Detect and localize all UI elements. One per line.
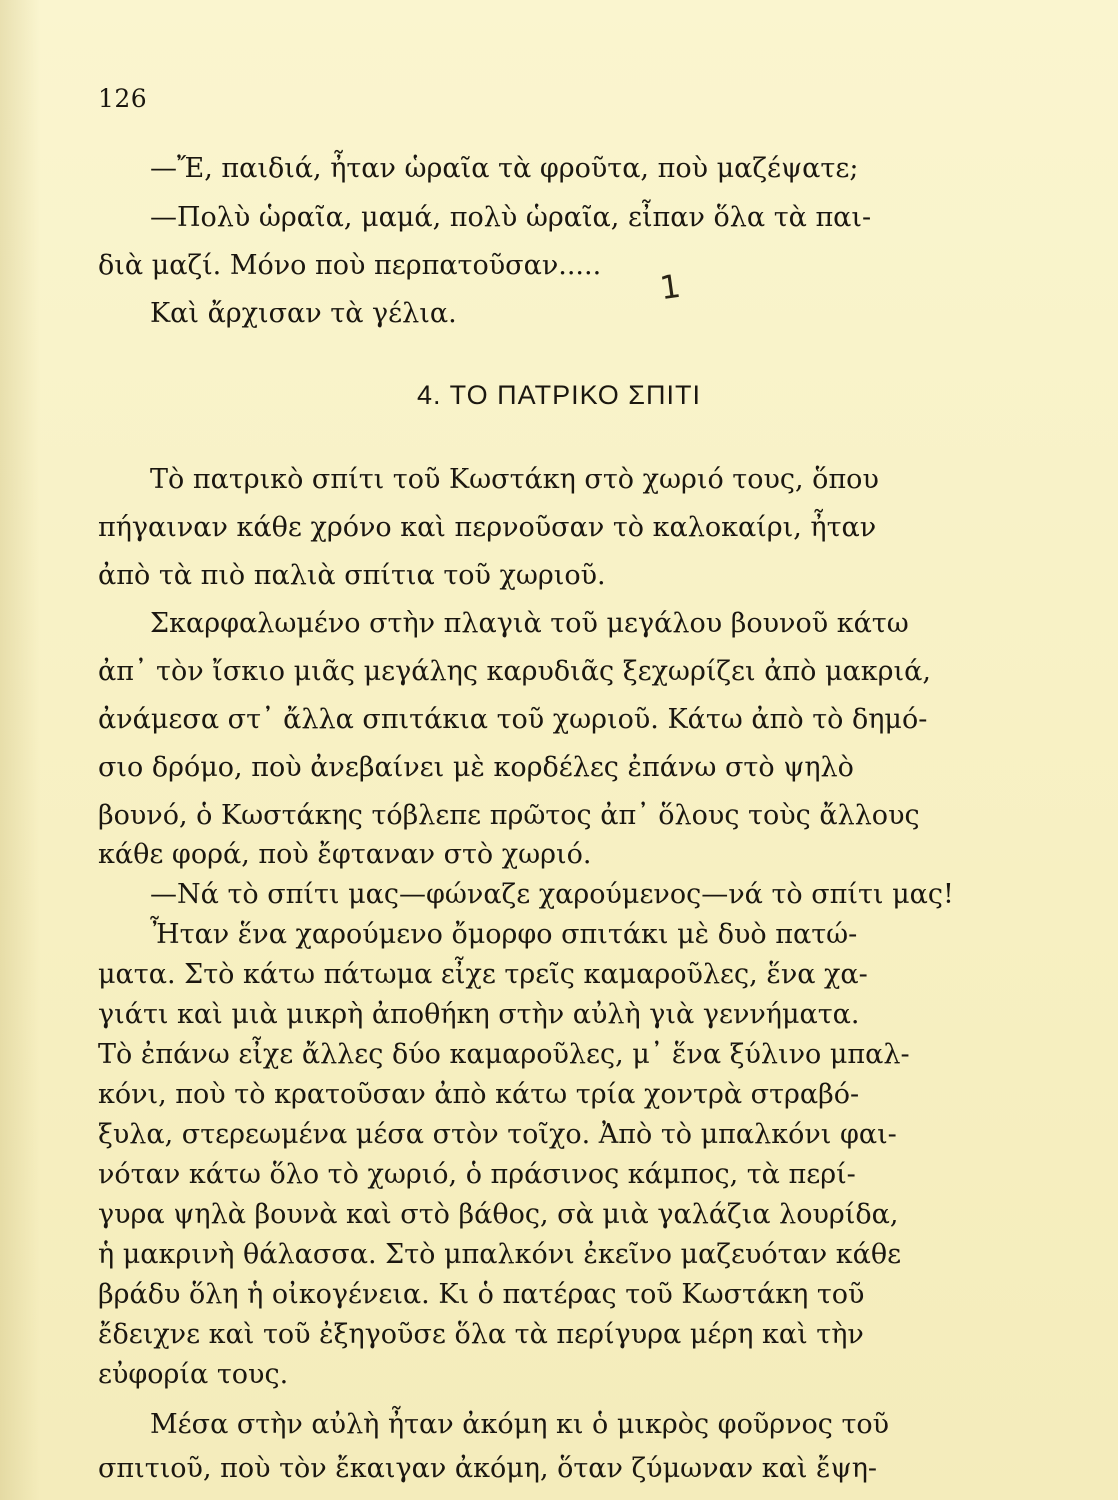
text-line: κόνι, ποὺ τὸ κρατοῦσαν ἀπὸ κάτω τρία χοντρὰ στραβό-	[98, 1079, 860, 1110]
text-line: ἀπ᾽ τὸν ἴσκιο μιᾶς μεγάλης καρυδιᾶς ξεχωρίζει ἀπὸ μακριά,	[98, 656, 931, 687]
text-line: σιο δρόμο, ποὺ ἀνεβαίνει μὲ κορδέλες ἐπάνω στὸ ψηλὸ	[98, 752, 854, 783]
text-line: ἔδειχνε καὶ τοῦ ἐξηγοῦσε ὅλα τὰ περίγυρα μέρη καὶ τὴν	[98, 1319, 864, 1350]
page-number: 126	[98, 84, 148, 113]
text-line: εὐφορία τους.	[98, 1359, 289, 1390]
text-line: γιάτι καὶ μιὰ μικρὴ ἀποθήκη στὴν αὐλὴ γιὰ γεννήματα.	[98, 999, 860, 1030]
text-line: —Πολὺ ὡραῖα, μαμά, πολὺ ὡραῖα, εἶπαν ὅλα τὰ παι-	[150, 202, 872, 233]
text-line: ματα. Στὸ κάτω πάτωμα εἶχε τρεῖς καμαροῦλες, ἕνα χα-	[98, 959, 868, 990]
text-line: γυρα ψηλὰ βουνὰ καὶ στὸ βάθος, σὰ μιὰ γαλάζια λουρίδα,	[98, 1199, 899, 1230]
text-line: διὰ μαζί. Μόνο ποὺ περπατοῦσαν.....	[98, 250, 602, 281]
text-line: Μέσα στὴν αὐλὴ ἦταν ἀκόμη κι ὁ μικρὸς φοῦρνος τοῦ	[150, 1409, 890, 1440]
chapter-heading: 4. ΤΟ ΠΑΤΡΙΚΟ ΣΠΙΤΙ	[417, 380, 701, 410]
text-line: Καὶ ἄρχισαν τὰ γέλια.	[150, 298, 457, 329]
text-line: πήγαιναν κάθε χρόνο καὶ περνοῦσαν τὸ καλοκαίρι, ἦταν	[98, 512, 877, 543]
text-line: ἡ μακρινὴ θάλασσα. Στὸ μπαλκόνι ἐκεῖνο μαζευόταν κάθε	[98, 1239, 902, 1270]
text-line: ἀνάμεσα στ᾽ ἄλλα σπιτάκια τοῦ χωριοῦ. Κάτω ἀπὸ τὸ δημό-	[98, 704, 928, 735]
text-line: ξυλα, στερεωμένα μέσα στὸν τοῖχο. Ἀπὸ τὸ μπαλκόνι φαι-	[98, 1119, 897, 1150]
text-line: ἀπὸ τὰ πιὸ παλιὰ σπίτια τοῦ χωριοῦ.	[98, 560, 606, 591]
text-line: κάθε φορά, ποὺ ἔφταναν στὸ χωριό.	[98, 839, 592, 870]
text-line: νόταν κάτω ὅλο τὸ χωριό, ὁ πράσινος κάμπος, τὰ περί-	[98, 1159, 856, 1190]
text-line: —Ἔ, παιδιά, ἦταν ὡραῖα τὰ φροῦτα, ποὺ μαζέψατε;	[150, 153, 859, 184]
text-line: Σκαρφαλωμένο στὴν πλαγιὰ τοῦ μεγάλου βουνοῦ κάτω	[150, 608, 909, 639]
text-line: βράδυ ὅλη ἡ οἰκογένεια. Κι ὁ πατέρας τοῦ Κωστάκη τοῦ	[98, 1279, 865, 1310]
text-line: Ἦταν ἕνα χαρούμενο ὄμορφο σπιτάκι μὲ δυὸ πατώ-	[150, 919, 858, 950]
text-line: σπιτιοῦ, ποὺ τὸν ἔκαιγαν ἀκόμη, ὅταν ζύμωναν καὶ ἔψη-	[98, 1453, 878, 1484]
text-line: βουνό, ὁ Κωστάκης τόβλεπε πρῶτος ἀπ᾽ ὅλους τοὺς ἄλλους	[98, 800, 920, 831]
handwritten-margin-mark: 1	[657, 266, 683, 308]
text-line: Τὸ ἐπάνω εἶχε ἄλλες δύο καμαροῦλες, μ᾽ ἕνα ξύλινο μπαλ-	[98, 1039, 910, 1070]
text-line: —Νά τὸ σπίτι μας—φώναζε χαρούμενος—νά τὸ σπίτι μας!	[150, 879, 954, 910]
page-gutter-shadow	[0, 0, 40, 1500]
text-line: Τὸ πατρικὸ σπίτι τοῦ Κωστάκη στὸ χωριό τους, ὅπου	[150, 464, 879, 495]
